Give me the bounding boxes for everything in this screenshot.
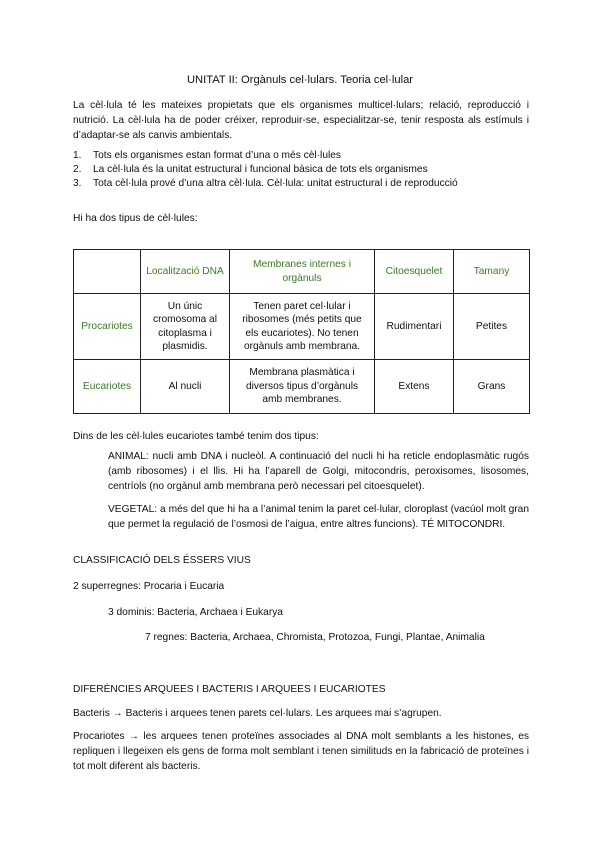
animal-cell-paragraph: ANIMAL: nucli amb DNA i nucleòl. A continuació del nucli hi ha reticle endoplasmàtic rugós (amb ribosomes) i el llis. Hi ha l’aparell de Golgi, mitocondris, peroxisomes, lisosomes, centríols (no orgànul amb membrana però necessari pel citoesquelet). xyxy=(108,451,529,492)
list-item: 2. La cèl·lula és la unitat estructural i funcional bàsica de tots els organismes xyxy=(73,163,428,175)
eukaryote-types-intro: Dins de les cèl·lules eucariotes també tenim dos tipus: xyxy=(73,431,319,442)
column-header: Tamany xyxy=(454,250,530,294)
bacteria-line: Bacteris → Bacteris i arquees tenen parets cel·lulars. Les arquees mai s’agrupen. xyxy=(73,708,442,719)
cell-types-intro: Hi ha dos tipus de cèl·lules: xyxy=(73,213,198,224)
table-row xyxy=(74,294,530,360)
table-cell: Membrana plasmàtica i diversos tipus d’orgànuls amb membranes. xyxy=(230,360,375,414)
table-cell: Grans xyxy=(454,360,530,414)
vegetal-cell-paragraph: VEGETAL: a més del que hi ha a l’animal tenim la paret cel·lular, cloroplast (vacúol molt gran que permet la regulació de l’osmosi de l’aigua, entre altres funcions). TÉ MITOCONDRI. xyxy=(108,504,529,530)
cell-comparison-table xyxy=(73,249,530,414)
row-header: Procariotes xyxy=(74,294,141,360)
table-cell: Extens xyxy=(375,360,454,414)
table-cell: Al nucli xyxy=(141,360,230,414)
table-row xyxy=(74,360,530,414)
table-cell: Un únic cromosoma al citoplasma i plasmidis. xyxy=(141,294,230,360)
table-cell: Tenen paret cel·lular i ribosomes (més petits que els eucariotes). No tenen orgànuls amb membrana. xyxy=(230,294,375,360)
table-cell: Rudimentari xyxy=(375,294,454,360)
table-header-row xyxy=(74,250,530,294)
differences-heading: DIFERÈNCIES ARQUEES I BACTERIS I ARQUEES I EUCARIOTES xyxy=(73,684,386,695)
column-header: Citoesquelet xyxy=(375,250,454,294)
table-cell: Petites xyxy=(454,294,530,360)
column-header: Localització DNA xyxy=(141,250,230,294)
kingdoms-line: 7 regnes: Bacteria, Archaea, Chromista, Protozoa, Fungi, Plantae, Animalia xyxy=(145,632,485,643)
cell-theory-list xyxy=(73,149,458,190)
list-item: 3. Tota cèl·lula prové d’una altra cèl·lula. Cèl·lula: unitat estructural i de reproducció xyxy=(73,177,458,189)
prokaryote-paragraph: Procariotes → les arquees tenen proteïnes associades al DNA molt semblants a les histones, es repliquen i llegeixen els gens de forma molt semblant i tenen similituds en la fabricació de proteïnes i tot molt diferent als bacteris. xyxy=(73,731,529,772)
page-title: UNITAT II: Orgànuls cel·lulars. Teoria cel·lular xyxy=(186,74,414,86)
row-header: Eucariotes xyxy=(74,360,141,414)
column-header: Membranes internes i orgànuls xyxy=(230,250,375,294)
list-item: 1. Tots els organismes estan format d’una o més cèl·lules xyxy=(73,150,342,161)
classification-heading: CLASSIFICACIÓ DELS ÉSSERS VIUS xyxy=(73,555,251,566)
intro-paragraph: La cèl·lula té les mateixes propietats que els organismes multicel·lulars; relació, reproducció i nutrició. La cèl·lula ha de poder créixer, reproduir-se, especialitzar-se, tenir resposta als estímuls i d’adaptar-se als canvis ambientals. xyxy=(73,100,529,141)
domains-line: 3 dominis: Bacteria, Archaea i Eukarya xyxy=(108,607,283,618)
table-corner-cell xyxy=(74,250,141,294)
superkingdoms-line: 2 superregnes: Procaria i Eucaria xyxy=(73,581,225,592)
